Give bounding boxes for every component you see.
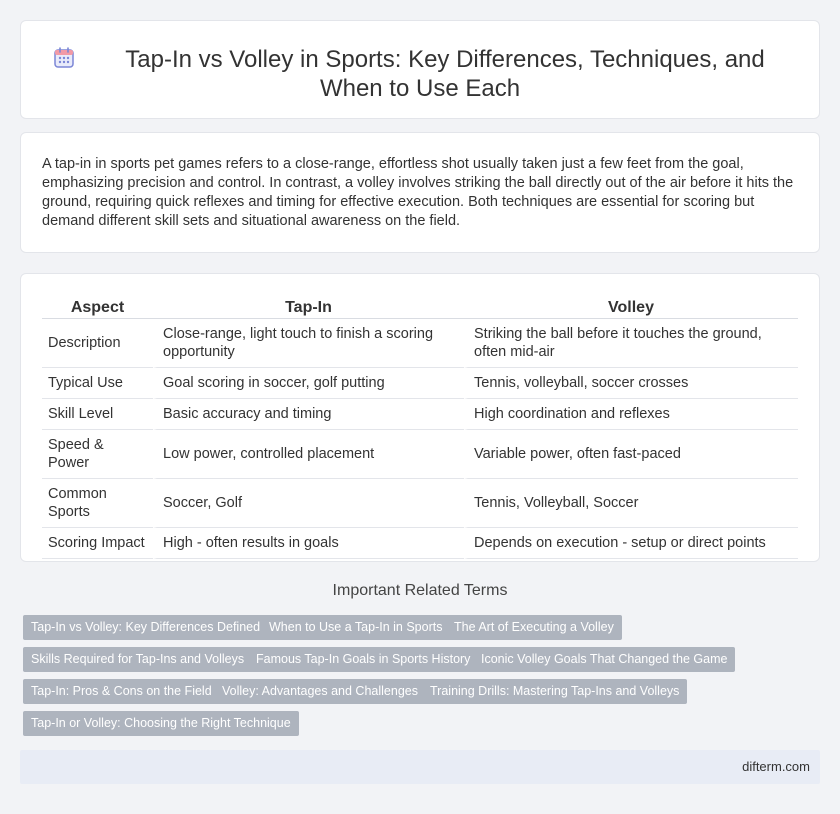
related-tag-link[interactable]: Famous Tap-In Goals in Sports History — [248, 647, 478, 672]
related-tag-link[interactable]: Tap-In or Volley: Choosing the Right Technique — [23, 711, 299, 736]
page-title-wrap — [51, 45, 789, 103]
related-tag-link[interactable]: Iconic Volley Goals That Changed the Game — [473, 647, 735, 672]
cell-aspect: Skill Level — [42, 399, 153, 430]
title-card — [20, 20, 820, 119]
cell-volley: Variable power, often fast-paced — [464, 430, 798, 479]
table-row — [42, 528, 798, 559]
header-tap-in: Tap-In — [153, 296, 464, 319]
cell-volley: Tennis, Volleyball, Soccer — [464, 479, 798, 528]
related-tag-link[interactable]: The Art of Executing a Volley — [446, 615, 622, 640]
related-tag-link[interactable]: Skills Required for Tap-Ins and Volleys — [23, 647, 252, 672]
footer — [20, 750, 820, 784]
table-row — [42, 479, 798, 528]
cell-tap-in: Goal scoring in soccer, golf putting — [153, 368, 464, 399]
cell-aspect: Common Sports — [42, 479, 153, 528]
intro-card — [20, 132, 820, 253]
cell-volley: High coordination and reflexes — [464, 399, 798, 430]
related-tag-link[interactable]: When to Use a Tap-In in Sports — [261, 615, 450, 640]
related-tag-link[interactable]: Tap-In vs Volley: Key Differences Defined — [23, 615, 268, 640]
related-terms-heading: Important Related Terms — [332, 582, 508, 599]
related-tag-link[interactable]: Tap-In: Pros & Cons on the Field — [23, 679, 220, 704]
cell-volley: Striking the ball before it touches the ground, often mid-air — [464, 319, 798, 368]
cell-tap-in: Basic accuracy and timing — [153, 399, 464, 430]
intro-paragraph: A tap-in in sports pet games refers to a close-range, effortless shot usually taken just a few feet from the goal, emphasizing precision and control. In contrast, a volley involves striking the ball directly out of the air before it hits the ground, requiring quick reflexes and timing for effective execution. Both techniques are essential for scoring but demand different skill sets and situational awareness on the field. — [42, 156, 794, 229]
table-header-row — [42, 296, 798, 319]
header-aspect: Aspect — [42, 296, 153, 319]
comparison-card — [20, 273, 820, 562]
cell-aspect: Description — [42, 319, 153, 368]
page-title: Tap-In vs Volley in Sports: Key Differences, Techniques, and When to Use Each — [125, 46, 765, 102]
cell-tap-in: Soccer, Golf — [153, 479, 464, 528]
table-row — [42, 319, 798, 368]
table-row — [42, 368, 798, 399]
header-volley: Volley — [464, 296, 798, 319]
cell-volley: Tennis, volleyball, soccer crosses — [464, 368, 798, 399]
table-row — [42, 430, 798, 479]
comparison-table — [42, 296, 798, 559]
cell-aspect: Speed & Power — [42, 430, 153, 479]
related-tag-link[interactable]: Volley: Advantages and Challenges — [214, 679, 426, 704]
cell-aspect: Scoring Impact — [42, 528, 153, 559]
cell-volley: Depends on execution - setup or direct points — [464, 528, 798, 559]
cell-aspect: Typical Use — [42, 368, 153, 399]
cell-tap-in: Close-range, light touch to finish a scoring opportunity — [153, 319, 464, 368]
footer-site-link[interactable]: difterm.com — [742, 759, 810, 774]
cell-tap-in: Low power, controlled placement — [153, 430, 464, 479]
table-row — [42, 399, 798, 430]
cell-tap-in: High - often results in goals — [153, 528, 464, 559]
related-tag-link[interactable]: Training Drills: Mastering Tap-Ins and Volleys — [422, 679, 687, 704]
